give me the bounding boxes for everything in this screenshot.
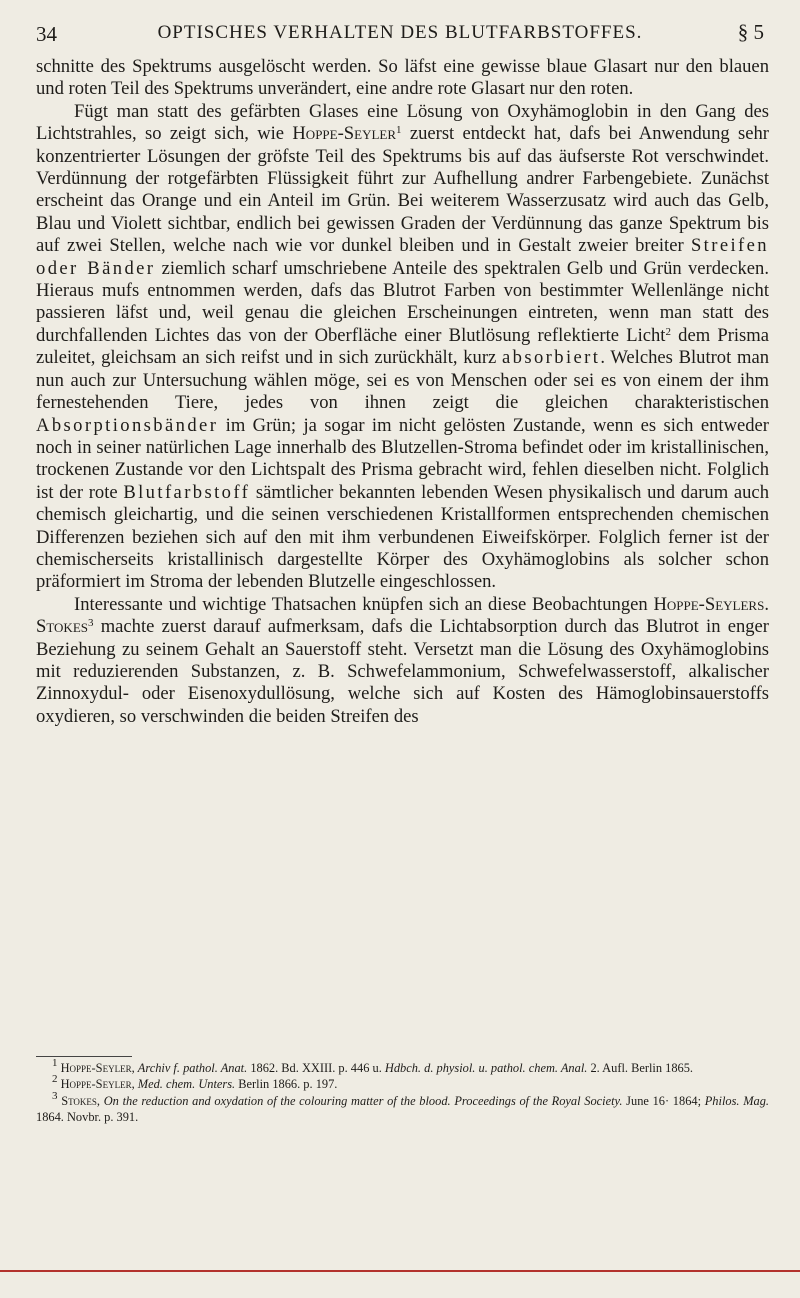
page-number: 34 <box>36 22 57 46</box>
main-text <box>36 56 769 728</box>
spaced-emphasis: absorbiert <box>501 347 601 369</box>
spaced-emphasis: Absorptionsbänder <box>36 414 219 436</box>
footnote-number: 1 <box>52 1057 58 1069</box>
section-mark: § 5 <box>737 20 764 44</box>
footnote-text: 2. Aufl. Berlin 1865. <box>587 1061 694 1075</box>
footnote-text: 1862. Bd. XXIII. p. 446 u. <box>247 1061 385 1075</box>
footnote-reference: Archiv f. pathol. Anat. <box>137 1061 248 1075</box>
footnote-reference: On the reduction and oxydation of the colouring matter of the blood. Proceedings of the Royal Society. <box>103 1093 623 1108</box>
text-run: Fügt man statt des gefärbten Glases eine Lösung von Oxyhämoglobin in den Gang des Lichtstrahles, so zeigt sich, wie <box>36 100 769 145</box>
text-run: sämtlicher bekannten lebenden Wesen physikalisch und darum auch chemisch gleichartig, und die seinen verschiedenen Kristallformen entsprechenden chemischen Differenzen beziehen sich auf den mit ihm verbundenen Eiweifskörper. Folglich ferner ist der chemischerseits kristallinisch dargestellte Körper des Oxyhämoglobins als solcher schon präformiert im Stroma der lebenden Blutzelle eingeschlossen. <box>36 481 769 593</box>
footnote-text: June 16· 1864; <box>622 1093 705 1108</box>
footnotes <box>36 1057 770 1125</box>
paragraph-1 <box>36 56 769 101</box>
footnote-mark: 2 <box>665 325 671 338</box>
spaced-emphasis: Streifen oder Bänder <box>36 235 769 279</box>
running-title: OPTISCHES VERHALTEN DES BLUTFARBSTOFFES. <box>157 22 643 43</box>
footnote-mark: 1 <box>396 124 402 137</box>
text-run: Interessante und wichtige Thatsachen knüpfen sich an diese Beobachtungen <box>74 593 654 615</box>
footnote-text: Hoppe-Seyler, <box>57 1077 138 1092</box>
text-run: dem Prisma zuleitet, gleichsam an sich reifst und in sich zurückhält, kurz <box>36 324 769 369</box>
paragraph-2 <box>36 101 769 594</box>
text-run: im Grün; ja sogar im nicht gelösten Zustande, wenn es sich entweder noch in seiner natürlichen Lage innerhalb des Blutzellen-Stroma befindet oder im kristallinischen, trockenen Zustande vor den Lichtspalt des Prisma gebracht wird, fehlen dieselben nicht. Folglich ist der rote <box>36 414 769 503</box>
footnote-3 <box>36 1089 770 1126</box>
footnote-number: 3 <box>52 1089 58 1102</box>
text-run: schnitte des Spektrums ausgelöscht werden. So läfst eine gewisse blaue Glasart nur den blauen und roten Teil des Spektrums unverändert, eine andre rote Glasart nur den roten. <box>36 56 769 100</box>
page-edge-line <box>0 1270 800 1272</box>
author-name: Hoppe-Seylers <box>653 593 765 615</box>
text-run: ziemlich scharf umschriebene Anteile des spektralen Gelb und Grün verdecken. Hieraus mufs entnommen werden, dafs das Blutrot Farben von bestimmter Wellenlänge nicht passieren läfst und, weil genau die gleichen Erscheinungen eintreten, wenn man statt des durchfallenden Lichtes das von der Oberfläche einer Blutlösung reflektierte Licht <box>36 257 769 346</box>
text-run: . Welches Blutrot man nun auch zur Untersuchung wählen möge, sei es von Menschen oder sei es von einem der ihm fernestehenden Tiere, jedes von ihnen zeigt die gleichen charakteristischen <box>36 347 769 414</box>
running-header <box>36 10 764 50</box>
footnote-text: Hoppe-Seyler, <box>57 1061 138 1075</box>
footnote-2 <box>36 1073 769 1092</box>
footnote-number: 2 <box>52 1073 58 1086</box>
footnote-reference: Hdbch. d. physiol. u. pathol. chem. Anal. <box>384 1061 588 1075</box>
footnote-text: Berlin 1866. p. 197. <box>235 1077 338 1092</box>
footnote-reference: Med. chem. Unters. <box>137 1077 236 1092</box>
footnote-mark: 3 <box>88 617 94 630</box>
paragraph-3 <box>36 594 769 728</box>
text-run: . <box>764 593 769 615</box>
footnote-divider <box>36 1056 132 1057</box>
author-name: Stokes <box>36 616 88 638</box>
footnote-reference: Philos. Mag. <box>704 1093 770 1108</box>
text-run: zuerst entdeckt hat, dafs bei Anwendung sehr konzentrierter Lösungen der gröfste Teil des Spektrums bis auf das äufserste Rot verschwindet. Verdünnung der rotgefärbten Flüssigkeit führt zur Aufhellung andrer Farbengebiete. Zunächst erscheint das Orange und ein Anteil im Grün. Bei weiterem Wasserzusatz wird auch das Gelb, Blau und Violett sichtbar, endlich bei gewissen Graden der Verdünnung das ganze Spektrum bis auf zwei Stellen, welche nach wie vor dunkel bleiben und in Gestalt zweier breiter <box>36 123 769 257</box>
footnote-text: 1864. Novbr. p. 391. <box>36 1109 139 1124</box>
footnote-1 <box>36 1057 769 1076</box>
footnote-text: Stokes, <box>57 1093 104 1108</box>
spaced-emphasis: Blutfarbstoff <box>123 481 251 503</box>
author-name: Hoppe-Seyler <box>292 123 397 145</box>
text-run: machte zuerst darauf aufmerksam, dafs die Lichtabsorption durch das Blutrot in enger Beziehung zu seinem Gehalt an Sauerstoff steht. Versetzt man die Lösung des Oxyhämoglobins mit reduzierenden Substanzen, z. B. Schwefelammonium, Schwefelwasserstoff, alkalischer Zinnoxydul- oder Eisenoxydullösung, welche sich auf Kosten des Hämoglobinsauerstoffs oxydieren, so verschwinden die beiden Streifen des <box>36 616 769 727</box>
